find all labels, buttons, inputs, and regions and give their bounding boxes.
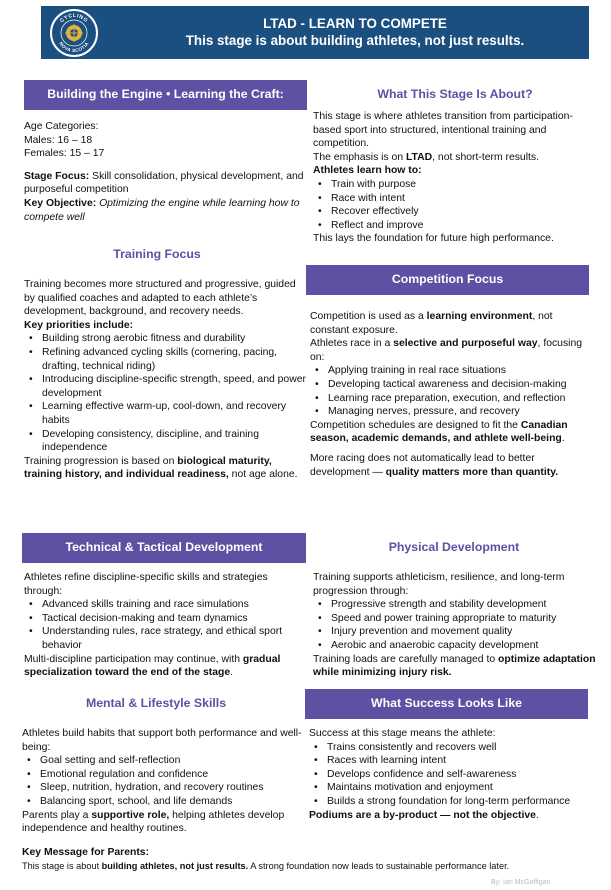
svg-text:CYCLING: CYCLING: [59, 12, 89, 25]
competition-p4: More racing does not automatically lead to better development — quality matters more than quantity.: [310, 452, 559, 478]
success-closing: Podiums are a by-product — not the objective.: [309, 809, 539, 821]
list-item: • Races with learning intent: [309, 754, 593, 768]
page-subtitle: This stage is about building athletes, not just results.: [185, 33, 525, 48]
cycling-ns-logo: [50, 9, 98, 57]
list-item: • Recover effectively: [313, 205, 596, 219]
competition-heading: Competition Focus: [306, 265, 589, 295]
learn-list: [313, 178, 596, 232]
mental-list: [22, 754, 306, 808]
list-item: • Trains consistently and recovers well: [309, 741, 593, 755]
list-item: • Learning race preparation, execution, and reflection: [310, 392, 592, 406]
list-item: • Emotional regulation and confidence: [22, 768, 306, 782]
physical-heading: Physical Development: [388, 540, 520, 554]
list-item: • Train with purpose: [313, 178, 596, 192]
list-item: • Maintains motivation and enjoyment: [309, 781, 593, 795]
list-item: • Builds a strong foundation for long-term performance: [309, 795, 593, 809]
success-section: [309, 727, 593, 822]
physical-list: [313, 598, 598, 652]
technical-section: [24, 571, 308, 680]
key-message-text: This stage is about building athletes, not just results. A strong foundation now leads to sustainable performance later.: [22, 861, 510, 871]
about-section: [313, 110, 596, 246]
key-message-label: Key Message for Parents:: [22, 847, 150, 858]
competition-p2: Athletes race in a selective and purposeful way, focusing on:: [310, 338, 583, 363]
competition-p1: Competition is used as a learning environment, not constant exposure.: [310, 311, 553, 336]
technical-list: [24, 598, 308, 652]
stage-focus: Stage Focus: Skill consolidation, physical development, and purposeful competition: [24, 170, 304, 196]
competition-list: [310, 364, 592, 418]
header-text: [120, 16, 590, 49]
engine-section: [24, 120, 307, 224]
about-emphasis: The emphasis is on LTAD, not short-term results.: [313, 151, 539, 163]
age-males: Males: 16 – 18: [24, 134, 93, 146]
about-intro: This stage is where athletes transition from participation-based sport into structured, intentional training and competition.: [313, 111, 573, 150]
physical-intro: Training supports athleticism, resilience, and long-term progression through:: [313, 572, 565, 597]
mental-intro: Athletes build habits that support both performance and well-being:: [22, 728, 302, 753]
success-intro: Success at this stage means the athlete:: [309, 728, 496, 739]
mental-closing: Parents play a supportive role, helping athletes develop independence and healthy routines.: [22, 809, 285, 835]
key-objective: Key Objective: Optimizing the engine while learning how to compete well: [24, 197, 300, 223]
competition-p3: Competition schedules are designed to fit the Canadian season, academic demands, and athlete well-being.: [310, 419, 568, 445]
list-item: • Advanced skills training and race simulations: [24, 598, 308, 612]
technical-closing: Multi-discipline participation may continue, with gradual specialization toward the end of the stage.: [24, 653, 281, 679]
list-item: • Applying training in real race situations: [310, 364, 592, 378]
svg-text:NOVA SCOTIA: NOVA SCOTIA: [58, 41, 90, 54]
list-item: • Managing nerves, pressure, and recovery: [310, 405, 592, 419]
list-item: • Developing consistency, discipline, and training independence: [24, 428, 308, 455]
list-item: • Aerobic and anaerobic capacity development: [313, 639, 598, 653]
engine-heading: Building the Engine • Learning the Craft:: [24, 80, 307, 110]
list-item: • Progressive strength and stability development: [313, 598, 598, 612]
competition-section: [310, 310, 592, 479]
success-list: [309, 741, 593, 809]
list-item: • Goal setting and self-reflection: [22, 754, 306, 768]
list-item: • Learning effective warm-up, cool-down, and recovery habits: [24, 400, 308, 427]
mental-heading: Mental & Lifestyle Skills: [85, 696, 227, 710]
list-item: • Injury prevention and movement quality: [313, 625, 598, 639]
age-categories-label: Age Categories:: [24, 121, 99, 132]
technical-heading: Technical & Tactical Development: [22, 533, 306, 563]
training-heading: Training Focus: [113, 247, 201, 261]
success-heading: What Success Looks Like: [305, 689, 588, 719]
list-item: • Refining advanced cycling skills (cornering, pacing, drafting, technical riding): [24, 346, 308, 373]
list-item: • Introducing discipline-specific strength, speed, and power development: [24, 373, 308, 400]
training-section: [24, 278, 308, 482]
priorities-label: Key priorities include:: [24, 319, 134, 331]
priorities-list: [24, 332, 308, 454]
list-item: • Tactical decision-making and team dynamics: [24, 612, 308, 626]
list-item: • Sleep, nutrition, hydration, and recovery routines: [22, 781, 306, 795]
logo-emblem-icon: [52, 11, 96, 55]
training-closing: Training progression is based on biological maturity, training history, and individual readiness, not age alone.: [24, 455, 298, 481]
list-item: • Understanding rules, race strategy, and ethical sport behavior: [24, 625, 308, 652]
physical-section: [313, 571, 598, 680]
mental-section: [22, 727, 306, 836]
technical-intro: Athletes refine discipline-specific skills and strategies through:: [24, 572, 268, 597]
age-females: Females: 15 – 17: [24, 148, 105, 160]
page-title: LTAD - LEARN TO COMPETE: [263, 16, 447, 31]
list-item: • Balancing sport, school, and life demands: [22, 795, 306, 809]
list-item: • Developing tactical awareness and decision-making: [310, 378, 592, 392]
training-intro: Training becomes more structured and progressive, guided by qualified coaches and adapted to each athlete’s development, background, and recovery needs.: [24, 279, 296, 318]
about-closing: This lays the foundation for future high performance.: [313, 233, 554, 245]
list-item: • Race with intent: [313, 192, 596, 206]
about-heading: What This Stage Is About?: [377, 87, 533, 101]
list-item: • Building strong aerobic fitness and durability: [24, 332, 308, 346]
learn-label: Athletes learn how to:: [313, 165, 422, 177]
list-item: • Reflect and improve: [313, 219, 596, 233]
physical-closing: Training loads are carefully managed to optimize adaptation while minimizing injury risk.: [313, 653, 596, 679]
author-credit: By: Ian McGaffigan: [491, 879, 551, 886]
list-item: • Develops confidence and self-awareness: [309, 768, 593, 782]
list-item: • Speed and power training appropriate to maturity: [313, 612, 598, 626]
